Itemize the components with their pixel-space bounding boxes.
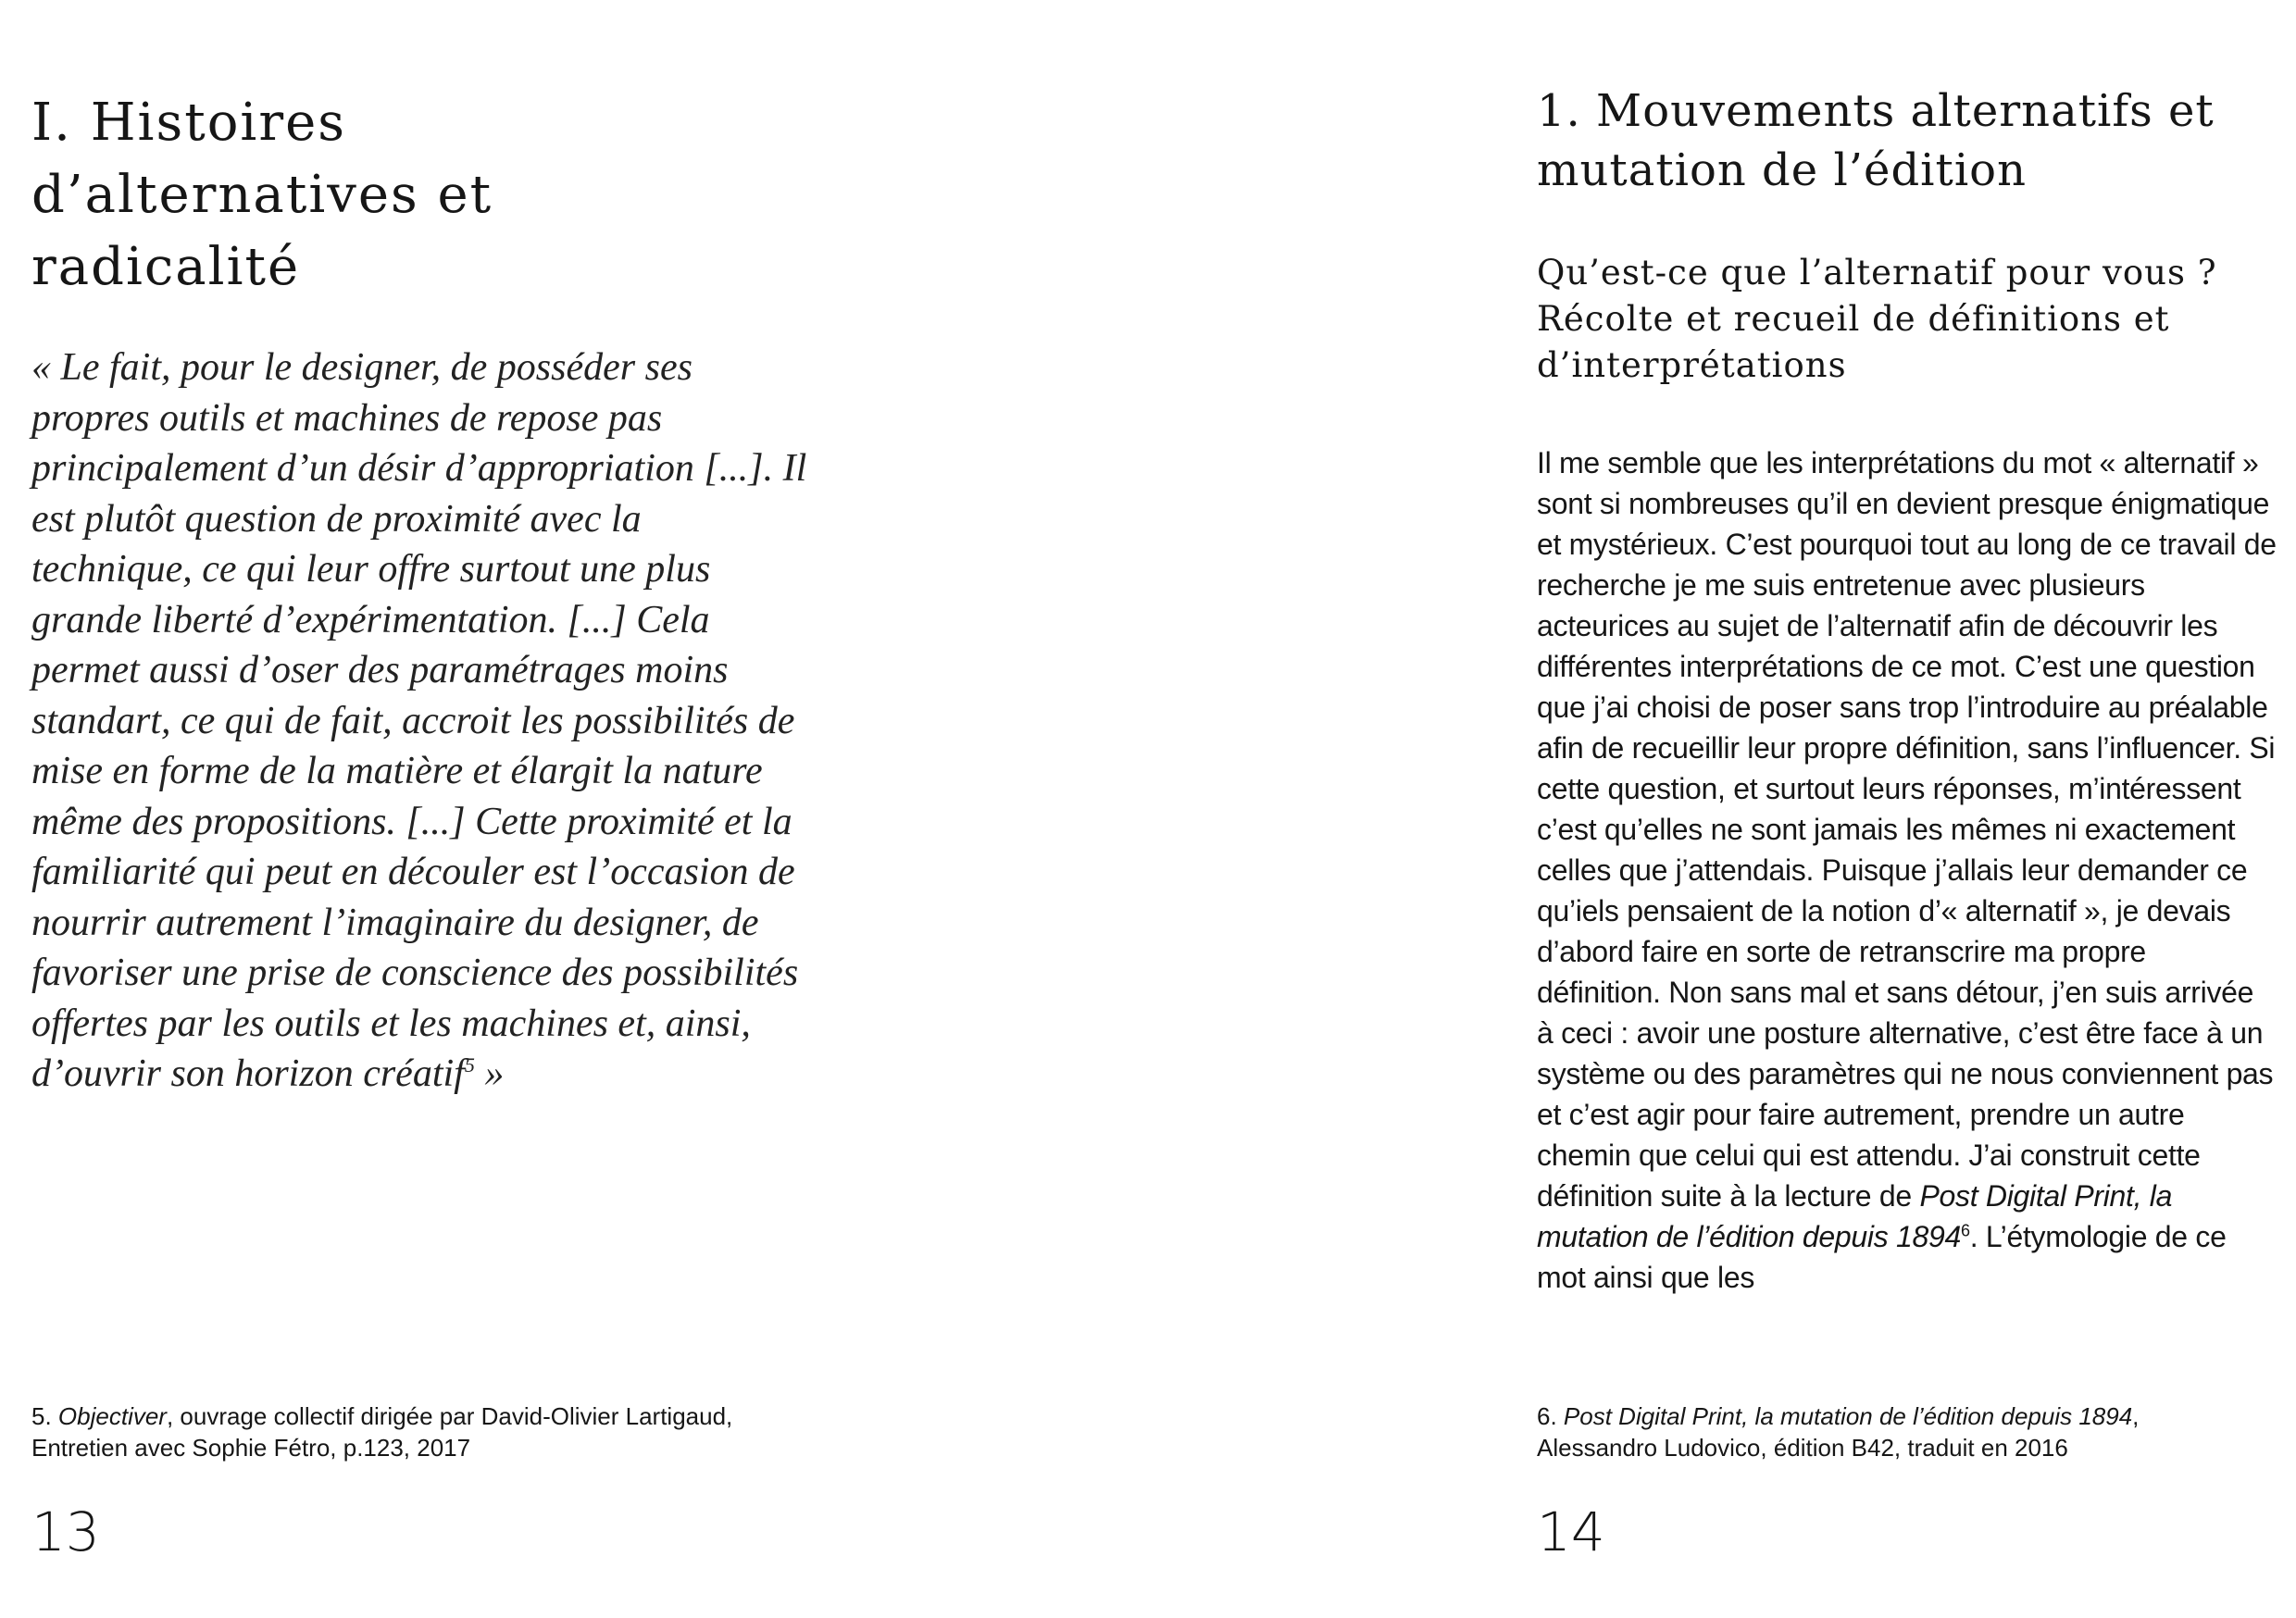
section-subtitle: Qu’est-ce que l’alternatif pour vous ? Récolte et recueil de définitions et d’interprétations [1537,253,2217,385]
body-note-ref[interactable]: 6 [1961,1221,1970,1240]
chapter-title: I. Histoires d’alternatives et radicalité [31,93,493,297]
quote-text: « Le fait, pour le designer, de posséder ses propres outils et machines de repose pas principalement d’un désir d’appropriation [...]. Il est plutôt question de proximité avec la technique, ce qui leur offre surtout une plus grande liberté d’expérimentation. [...] Cela permet aussi d’oser des paramétrages moins standart, ce qui de fait, accroit les possibilités de mise en forme de la matière et élargit la nature même des propositions. [...] Cette proximité et la familiarité qui peut en découler est l’occasion de nourrir autrement l’imaginaire du designer, de favoriser une prise de conscience des possibilités offertes par les outils et les machines et, ainsi, d’ouvrir son horizon créatif [31,346,807,1095]
footnote-number: 6. [1537,1402,1557,1430]
body-text-part2: . L’étymologie de ce mot ainsi que les [1537,1220,2227,1294]
body-book-title: Post Digital Print, la mutation de l’édition depuis 1894 [1537,1179,2173,1253]
footnote-5 [31,1400,735,1463]
footnote-6 [1537,1400,2240,1463]
page-number: 13 [31,1500,100,1563]
body-text-part1: Il me semble que les interprétations du mot « alternatif » sont si nombreuses qu’il en devient presque énigmatique et mystérieux. C’est pourquoi tout au long de ce travail de recherche je me suis entretenue avec plusieurs acteurices au sujet de l’alternatif afin de découvrir les différentes interprétations de ce mot. C’est une question que j’ai choisi de poser sans trop l’introduire au préalable afin de recueillir leur propre définition, sans l’influencer. Si cette question, et surtout leurs réponses, m’intéressent c’est qu’elles ne sont jamais les mêmes ni exactement celles que j’attendais. Puisque j’allais leur demander ce qu’iels pensaient de la notion d’« alternatif », je devais d’abord faire en sorte de retranscrire ma propre définition. Non sans mal et sans détour, j’en suis arrivée à ceci : avoir une posture alternative, c’est être face à un système ou des paramètres qui ne nous conviennent pas et c’est agir pour faire autrement, prendre un autre chemin que celui qui est attendu. J’ai construit cette définition suite à la lecture de [1537,446,2277,1213]
footnote-title: Objectiver [57,1402,167,1430]
footnote-text: , Alessandro Ludovico, édition B42, traduit en 2016 [1537,1402,2140,1462]
page-number: 14 [1537,1500,1605,1563]
right-page [1148,0,2296,1618]
quote-note-ref[interactable]: 5 [464,1053,475,1077]
footnote-text: , ouvrage collectif dirigée par David-Olivier Lartigaud, Entretien avec Sophie Fétro, p.123, 2017 [31,1402,733,1462]
footnote-number: 5. [31,1402,52,1430]
block-quote [31,342,809,1100]
body-paragraph [1537,442,2277,1298]
quote-close: » [474,1052,505,1095]
footnote-title: Post Digital Print, la mutation de l’édition depuis 1894 [1563,1402,2133,1430]
section-title: 1. Mouvements alternatifs et mutation de l’édition [1537,85,2215,196]
